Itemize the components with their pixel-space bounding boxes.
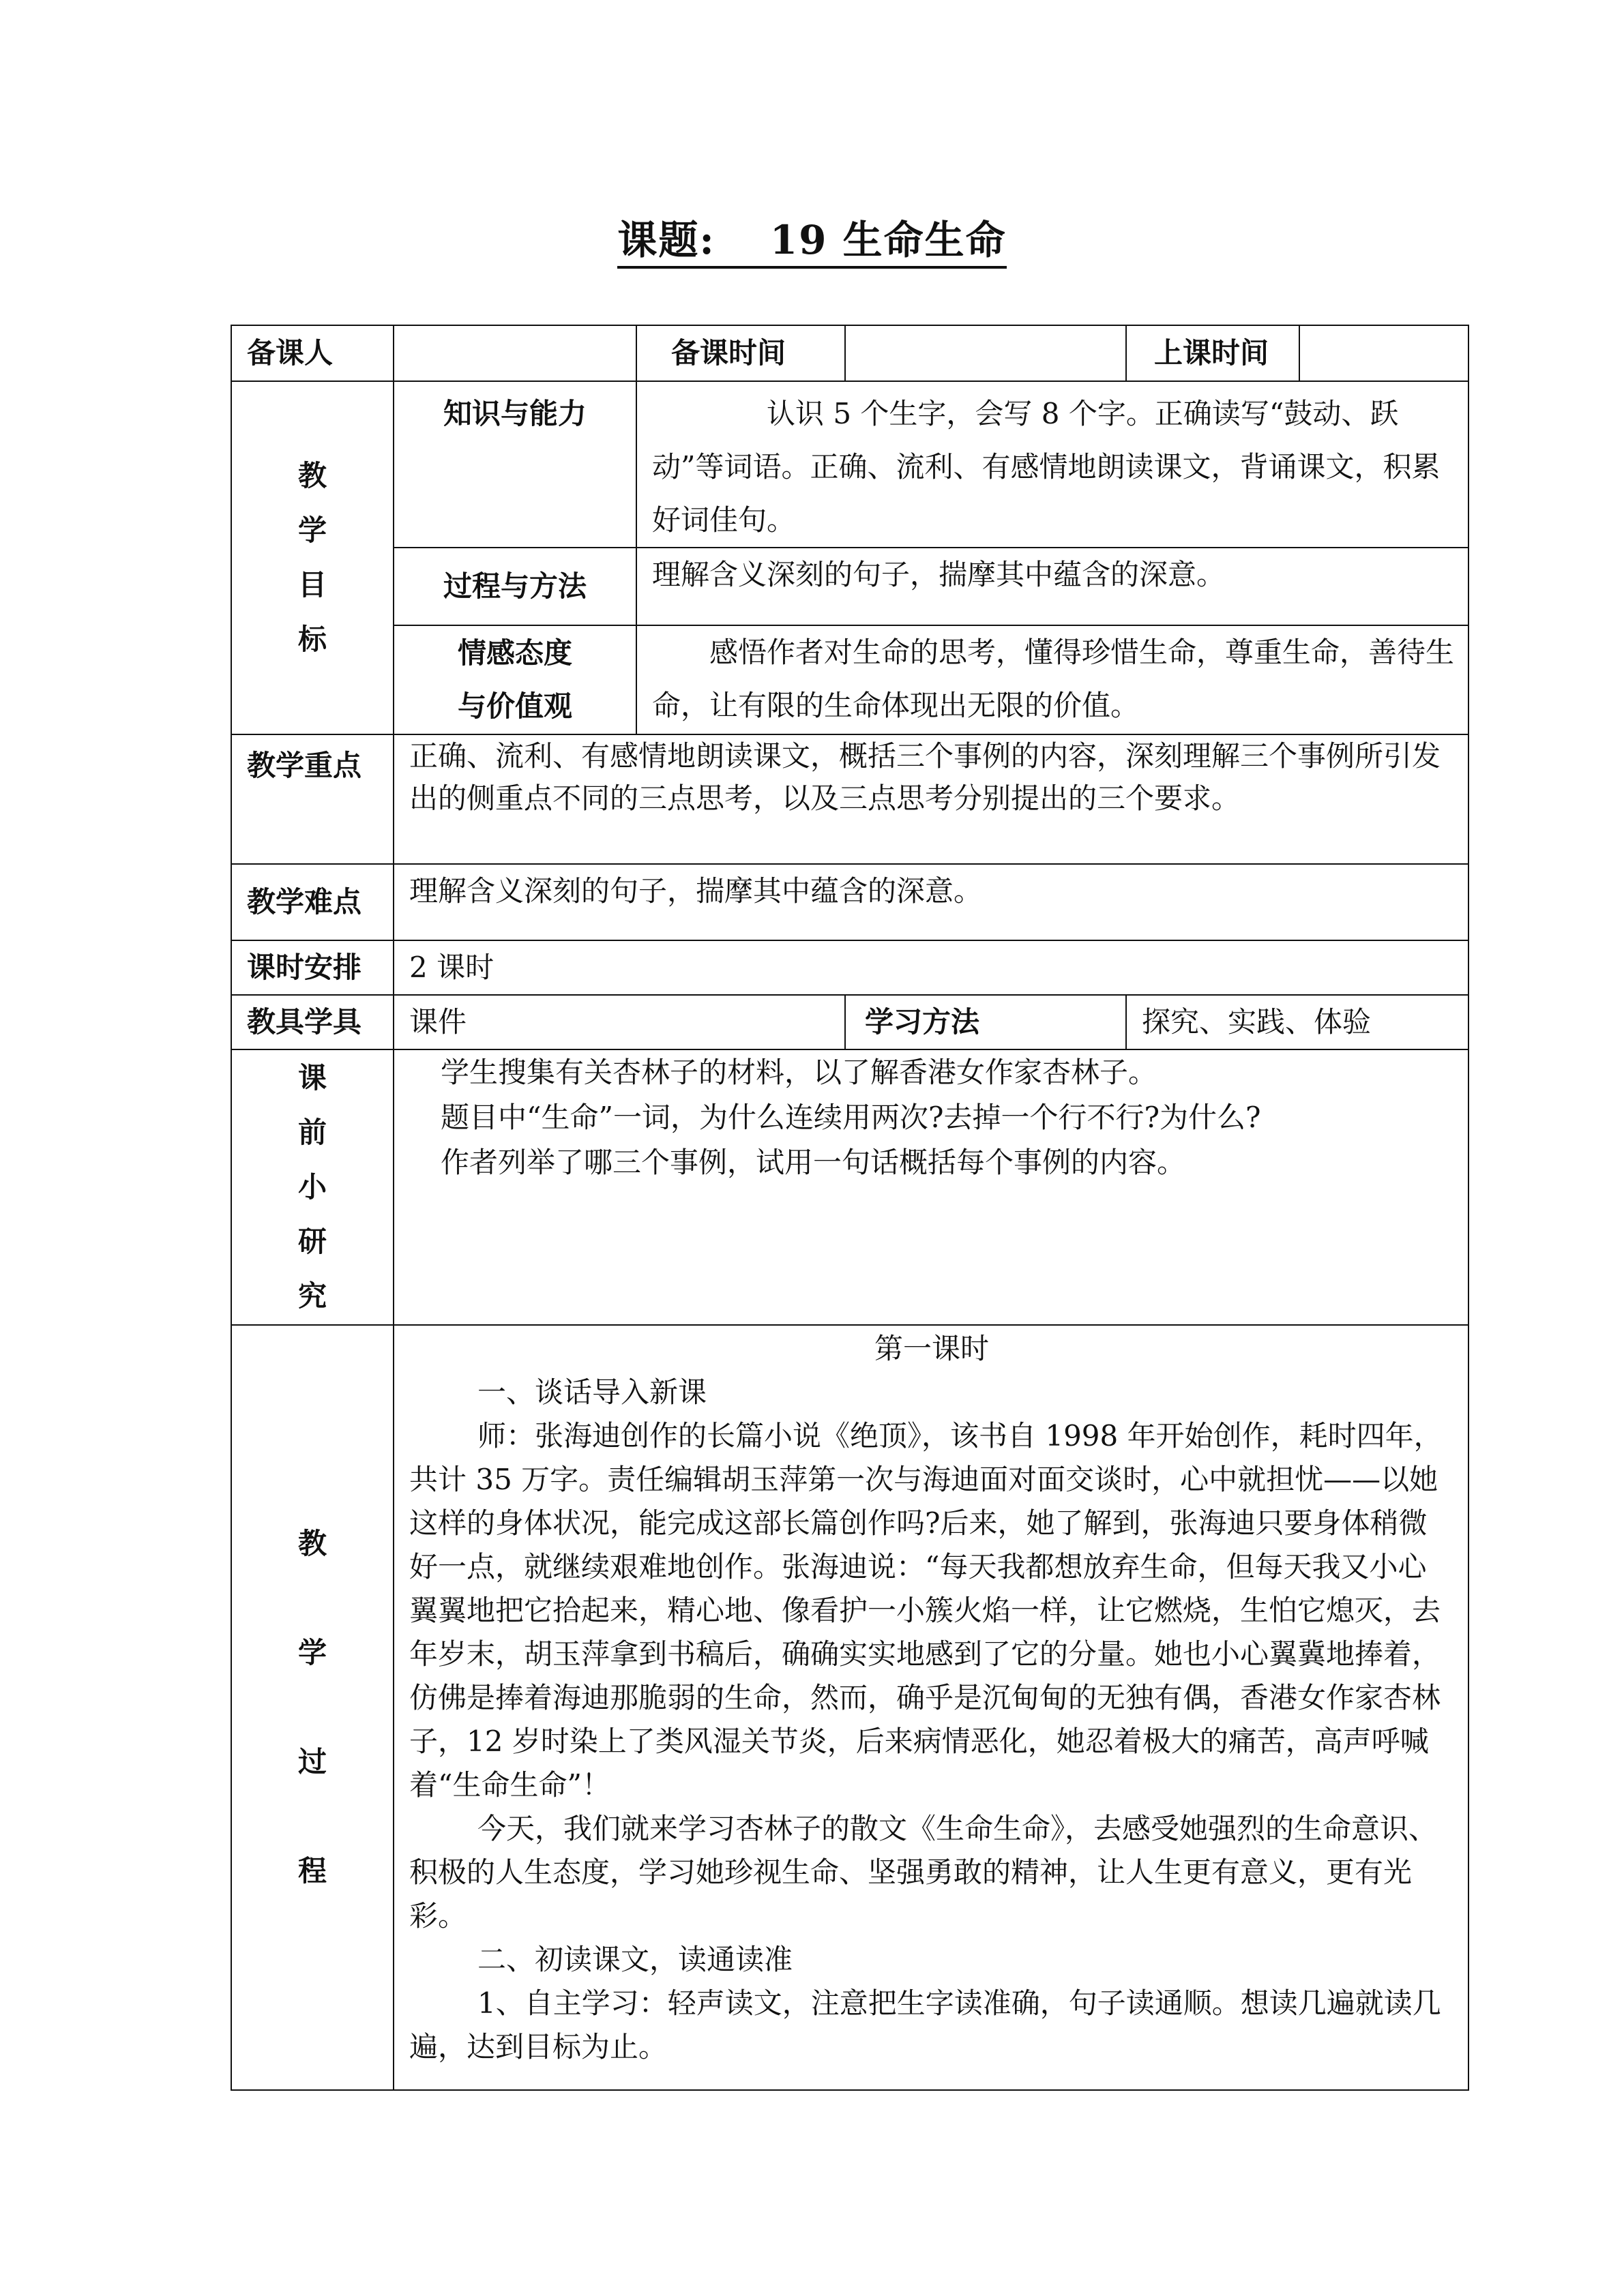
tools-label: 教具学具 (231, 995, 394, 1049)
class-time-value (1299, 325, 1468, 381)
goals-label-char: 教 (297, 459, 327, 492)
today-paragraph: 今天，我们就来学习杏林子的散文《生命生命》，去感受她强烈的生命意识、积极的人生态度，学习她珍视生命、坚强勇敢的精神，让人生更有意义，更有光彩。 (409, 1812, 1438, 1933)
preview-label-char: 前 (297, 1116, 327, 1149)
intro-paragraph: 师：张海迪创作的长篇小说《绝顶》，该书自 1998 年开始创作，耗时四年，共计 35 万字。责任编辑胡玉萍第一次与海迪面对面交谈时，心中就担忧——以她这样的身体状况，能完成这部长篇创作吗?后来，她了解到，张海迪只要身体稍微好一点，就继续艰难地创作。张海迪说：“每天我都想放弃生命，但每天我又小心翼翼地把它拾起来，精心地、像看护一小簇火焰一样，让它燃烧，生怕它熄灭，去年岁末，胡玉萍拿到书稿后，确确实实地感到了它的分量。她也小心翼冀地捧着，仿佛是捧着海迪那脆弱的生命，然而，确乎是沉甸甸的无独有偶，香港女作家杏林子，12 岁时染上了类风湿关节炎，后来病情恶化，她忍着极大的痛苦，高声呼喊着“生命生命”！ (409, 1419, 1443, 1802)
method-label: 学习方法 (845, 995, 1126, 1049)
tools-row (231, 995, 1468, 1049)
lesson-title: 第一课时 (874, 1332, 989, 1365)
goals-label-char: 标 (297, 623, 327, 656)
section-2-heading: 二、初读课文，读通读准 (477, 1943, 793, 1976)
process-method-label: 过程与方法 (394, 548, 636, 625)
knowledge-label: 知识与能力 (394, 381, 636, 548)
teaching-process-row (231, 1325, 1468, 2090)
header-row (231, 325, 1468, 381)
goal-emotion-row (231, 625, 1468, 734)
prep-time-value (845, 325, 1126, 381)
process-label-char: 教 (297, 1527, 327, 1560)
process-label-char: 学 (297, 1636, 327, 1669)
difficulties-row (231, 864, 1468, 940)
emotion-label-line2: 与价值观 (457, 689, 572, 723)
class-time-label: 上课时间 (1126, 325, 1299, 381)
goal-process-row (231, 548, 1468, 625)
preparer-label: 备课人 (231, 325, 394, 381)
self-study-paragraph: 1、自主学习：轻声读文，注意把生字读准确，句子读通顺。想读几遍就读几遍，达到目标为止。 (409, 1986, 1441, 2063)
key-points-text: 正确、流利、有感情地朗读课文，概括三个事例的内容，深刻理解三个事例所引发出的侧重点不同的三点思考，以及三点思考分别提出的三个要求。 (409, 739, 1441, 815)
section-1-heading: 一、谈话导入新课 (477, 1375, 707, 1409)
preview-line: 学生搜集有关杏林子的材料，以了解香港女作家杏林子。 (441, 1056, 1157, 1089)
difficulties-text: 理解含义深刻的句子，揣摩其中蕴含的深意。 (409, 874, 983, 908)
process-method-text: 理解含义深刻的句子，揣摩其中蕴含的深意。 (652, 558, 1226, 591)
goals-label-char: 学 (297, 513, 327, 547)
preview-line: 题目中“生命”一词，为什么连续用两次?去掉一个行不行?为什么? (441, 1101, 1261, 1134)
preparer-value (394, 325, 636, 381)
schedule-row (231, 940, 1468, 995)
title-number: 19 生命生命 (770, 217, 1007, 269)
knowledge-text: 认识 5 个生字，会写 8 个字。正确读写“鼓动、跃动”等词语。正确、流利、有感情地朗读课文，背诵课文，积累好词佳句。 (652, 397, 1441, 537)
emotion-label-line1: 情感态度 (457, 636, 572, 670)
emotion-text: 感悟作者对生命的思考，懂得珍惜生命，尊重生命，善待生命，让有限的生命体现出无限的价值。 (652, 636, 1455, 722)
goals-label-char: 目 (297, 568, 327, 601)
preview-label (231, 1049, 394, 1325)
prep-time-label: 备课时间 (636, 325, 845, 381)
process-label-char: 过 (297, 1745, 327, 1778)
lesson-plan-table (231, 325, 1469, 2091)
difficulties-label: 教学难点 (231, 864, 394, 940)
preview-label-char: 小 (297, 1170, 327, 1204)
key-points-label: 教学重点 (231, 734, 394, 864)
tools-text: 课件 (394, 995, 845, 1049)
process-label (231, 1325, 394, 2090)
preview-label-char: 课 (297, 1061, 327, 1094)
schedule-text: 2 课时 (394, 940, 1468, 995)
goal-knowledge-row (231, 381, 1468, 548)
method-text: 探究、实践、体验 (1126, 995, 1468, 1049)
page-title (0, 208, 1624, 265)
schedule-label: 课时安排 (231, 940, 394, 995)
title-prefix: 课题: (617, 217, 715, 269)
goals-label (231, 381, 394, 734)
preview-row (231, 1049, 1468, 1325)
preview-label-char: 究 (297, 1279, 327, 1313)
preview-label-char: 研 (297, 1225, 327, 1258)
process-label-char: 程 (297, 1854, 327, 1888)
preview-line: 作者列举了哪三个事例，试用一句话概括每个事例的内容。 (441, 1146, 1186, 1179)
key-points-row (231, 734, 1468, 864)
